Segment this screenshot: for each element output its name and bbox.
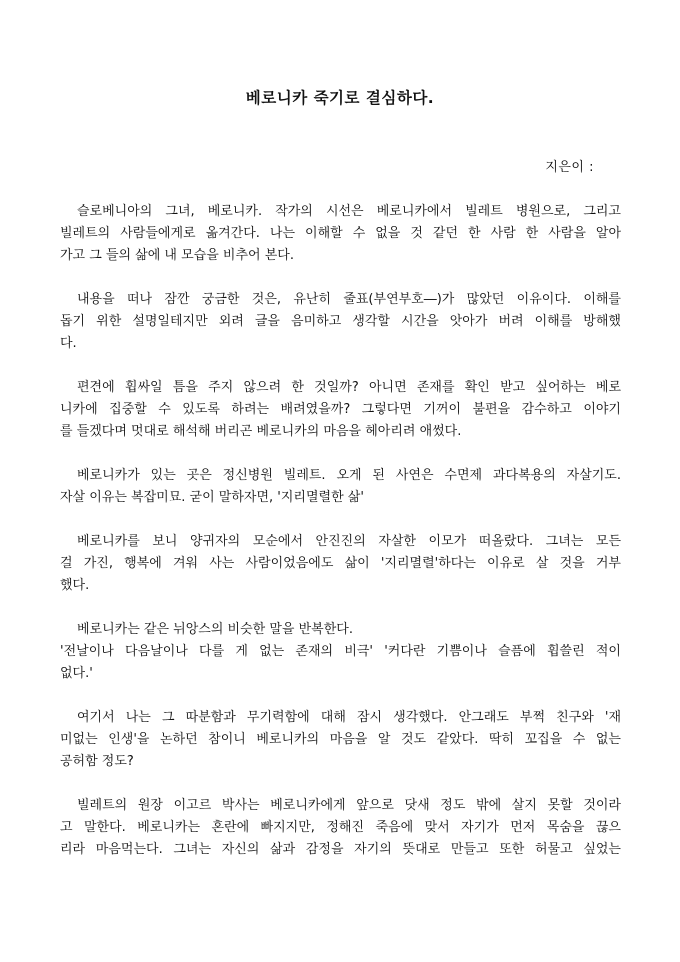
text-line: 걸 가진, 행복에 겨워 사는 사람이었음에도 삶이 '지리멸렬'하다는 이유로 살 것을 거부	[60, 556, 621, 571]
text-line: 빌레트의 원장 이고르 박사는 베로니카에게 앞으로 닷새 정도 밖에 살지 못할 것이라	[77, 798, 621, 813]
document-title: 베로니카 죽기로 결심하다.	[245, 89, 435, 107]
text-line: 니카에 집중할 수 있도록 하려는 배려였을까? 그렇다면 기꺼이 불편을 감수하고 이야기	[60, 402, 621, 417]
text-line: 공허함 정도?	[60, 754, 134, 769]
text-line: 고 말한다. 베로니카는 혼란에 빠지지만, 정해진 죽음에 맞서 자기가 먼저 목숨을 끊으	[60, 820, 621, 835]
paragraph	[60, 289, 621, 355]
text-line: 없다.'	[60, 666, 93, 681]
text-line: 빌레트의 사람들에게로 옮겨간다. 나는 이해할 수 없을 것 같던 한 사람 한 사람을 알아	[60, 226, 621, 241]
paragraph	[60, 531, 621, 597]
text-line: 미없는 인생'을 논하던 참이니 베로니카의 마음을 알 것도 같았다. 딱히 꼬집을 수 없는	[60, 732, 621, 747]
text-line: '전날이나 다음날이나 다를 게 없는 존재의 비극' '커다란 기쁨이나 슬픔에 휩쓸린 적이	[60, 644, 621, 659]
text-line: 베로니카를 보니 양귀자의 모순에서 안진진의 자살한 이모가 떠올랐다. 그녀는 모든	[77, 534, 621, 549]
paragraph	[60, 707, 621, 773]
text-line: 를 들겠다며 멋대로 해석해 버리곤 베로니카의 마음을 헤아리려 애썼다.	[60, 424, 462, 439]
text-line: 베로니카는 같은 뉘앙스의 비슷한 말을 반복한다.	[77, 622, 353, 637]
author-label: 지은이 :	[545, 160, 594, 175]
text-line: 다.	[60, 336, 77, 351]
text-line: 여기서 나는 그 따분함과 무기력함에 대해 잠시 생각했다. 안그래도 부쩍 친구와 '재	[77, 710, 621, 725]
text-line: 했다.	[60, 578, 90, 593]
paragraph	[60, 795, 621, 861]
paragraph	[60, 619, 621, 685]
document-body	[60, 201, 621, 883]
text-line: 편견에 휩싸일 틈을 주지 않으려 한 것일까? 아니면 존재를 확인 받고 싶어하는 베로	[77, 380, 621, 395]
text-line: 돕기 위한 설명일테지만 외려 글을 음미하고 생각할 시간을 앗아가 버려 이해를 방해했	[60, 314, 621, 329]
paragraph	[60, 377, 621, 443]
text-line: 베로니카가 있는 곳은 정신병원 빌레트. 오게 된 사연은 수면제 과다복용의 자살기도.	[77, 468, 621, 483]
text-line: 슬로베니아의 그녀, 베로니카. 작가의 시선은 베로니카에서 빌레트 병원으로, 그리고	[77, 204, 621, 219]
text-line: 자살 이유는 복잡미묘. 굳이 말하자면, '지리멸렬한 삶'	[60, 490, 364, 505]
text-line: 내용을 떠나 잠깐 궁금한 것은, 유난히 줄표(부연부호―)가 많았던 이유이다. 이해를	[77, 292, 621, 307]
text-line: 가고 그 들의 삶에 내 모습을 비추어 본다.	[60, 248, 294, 263]
paragraph	[60, 465, 621, 509]
paragraph	[60, 201, 621, 267]
text-line: 리라 마음먹는다. 그녀는 자신의 삶과 감정을 자기의 뜻대로 만들고 또한 허물고 싶었는	[60, 842, 621, 857]
